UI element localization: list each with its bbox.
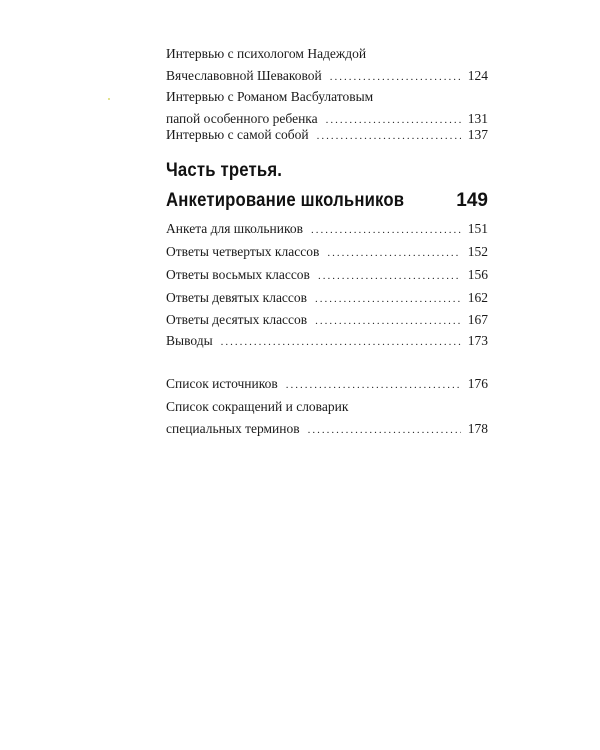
leader-dots [317, 125, 461, 147]
leader-dots [330, 66, 461, 88]
part-page-number: 149 [456, 190, 488, 211]
toc-page-number: 151 [467, 221, 488, 236]
toc-page-number: 176 [467, 376, 488, 391]
toc-entry-ninth-grade [166, 287, 488, 310]
toc-page-number: 162 [467, 290, 488, 305]
toc-entry-line: Выводы [166, 333, 213, 348]
toc-entry-line: Ответы девятых классов [166, 290, 308, 305]
toc-page-number: 124 [467, 68, 488, 83]
toc-page-number: 152 [467, 244, 488, 259]
part-heading-label: Часть третья. [166, 160, 283, 181]
toc-entry-line: Список сокращений и словарик [166, 399, 349, 414]
toc-entry-line: Ответы восьмых классов [166, 267, 310, 282]
toc-page-number: 178 [467, 421, 488, 436]
toc-entry-conclusions [166, 330, 488, 353]
toc-entry-fourth-grade [166, 241, 488, 264]
toc-entry-line: Ответы десятых классов [166, 312, 308, 327]
toc-entry-self-interview [166, 124, 488, 147]
toc-entry-questionnaire [166, 218, 488, 241]
part-title: Анкетирование школьников [166, 190, 405, 211]
toc-page-number: 173 [467, 333, 488, 348]
print-speck [108, 98, 110, 100]
toc-page-number: 167 [467, 312, 488, 327]
leader-dots [318, 265, 461, 287]
toc-entry-line: специальных терминов [166, 421, 300, 436]
toc-entry-glossary [166, 396, 488, 441]
toc-entry-eighth-grade [166, 264, 488, 287]
leader-dots [308, 419, 461, 441]
toc-entry-line: Интервью с психологом Надеждой [166, 46, 367, 61]
leader-dots [286, 374, 461, 396]
toc-entry-line: папой особенного ребенка [166, 111, 318, 126]
toc-entry-line: Интервью с самой собой [166, 127, 309, 142]
part-three-heading [166, 158, 488, 212]
leader-dots [311, 219, 461, 241]
toc-page-number: 156 [467, 267, 488, 282]
leader-dots [221, 331, 461, 353]
toc-entry-psychologist-interview [166, 43, 488, 88]
leader-dots [315, 288, 461, 310]
toc-entry-line: Вячеславовной Шеваковой [166, 68, 322, 83]
toc-entry-tenth-grade [166, 309, 488, 332]
leader-dots [327, 242, 460, 264]
toc-entry-line: Ответы четвертых классов [166, 244, 320, 259]
toc-entry-line: Интервью с Романом Васбулатовым [166, 89, 374, 104]
leader-dots [315, 310, 461, 332]
toc-page-number: 131 [467, 111, 488, 126]
toc-entry-line: Анкета для школьников [166, 221, 303, 236]
toc-entry-line: Список источников [166, 376, 278, 391]
toc-page-number: 137 [467, 127, 488, 142]
toc-entry-sources [166, 373, 488, 396]
